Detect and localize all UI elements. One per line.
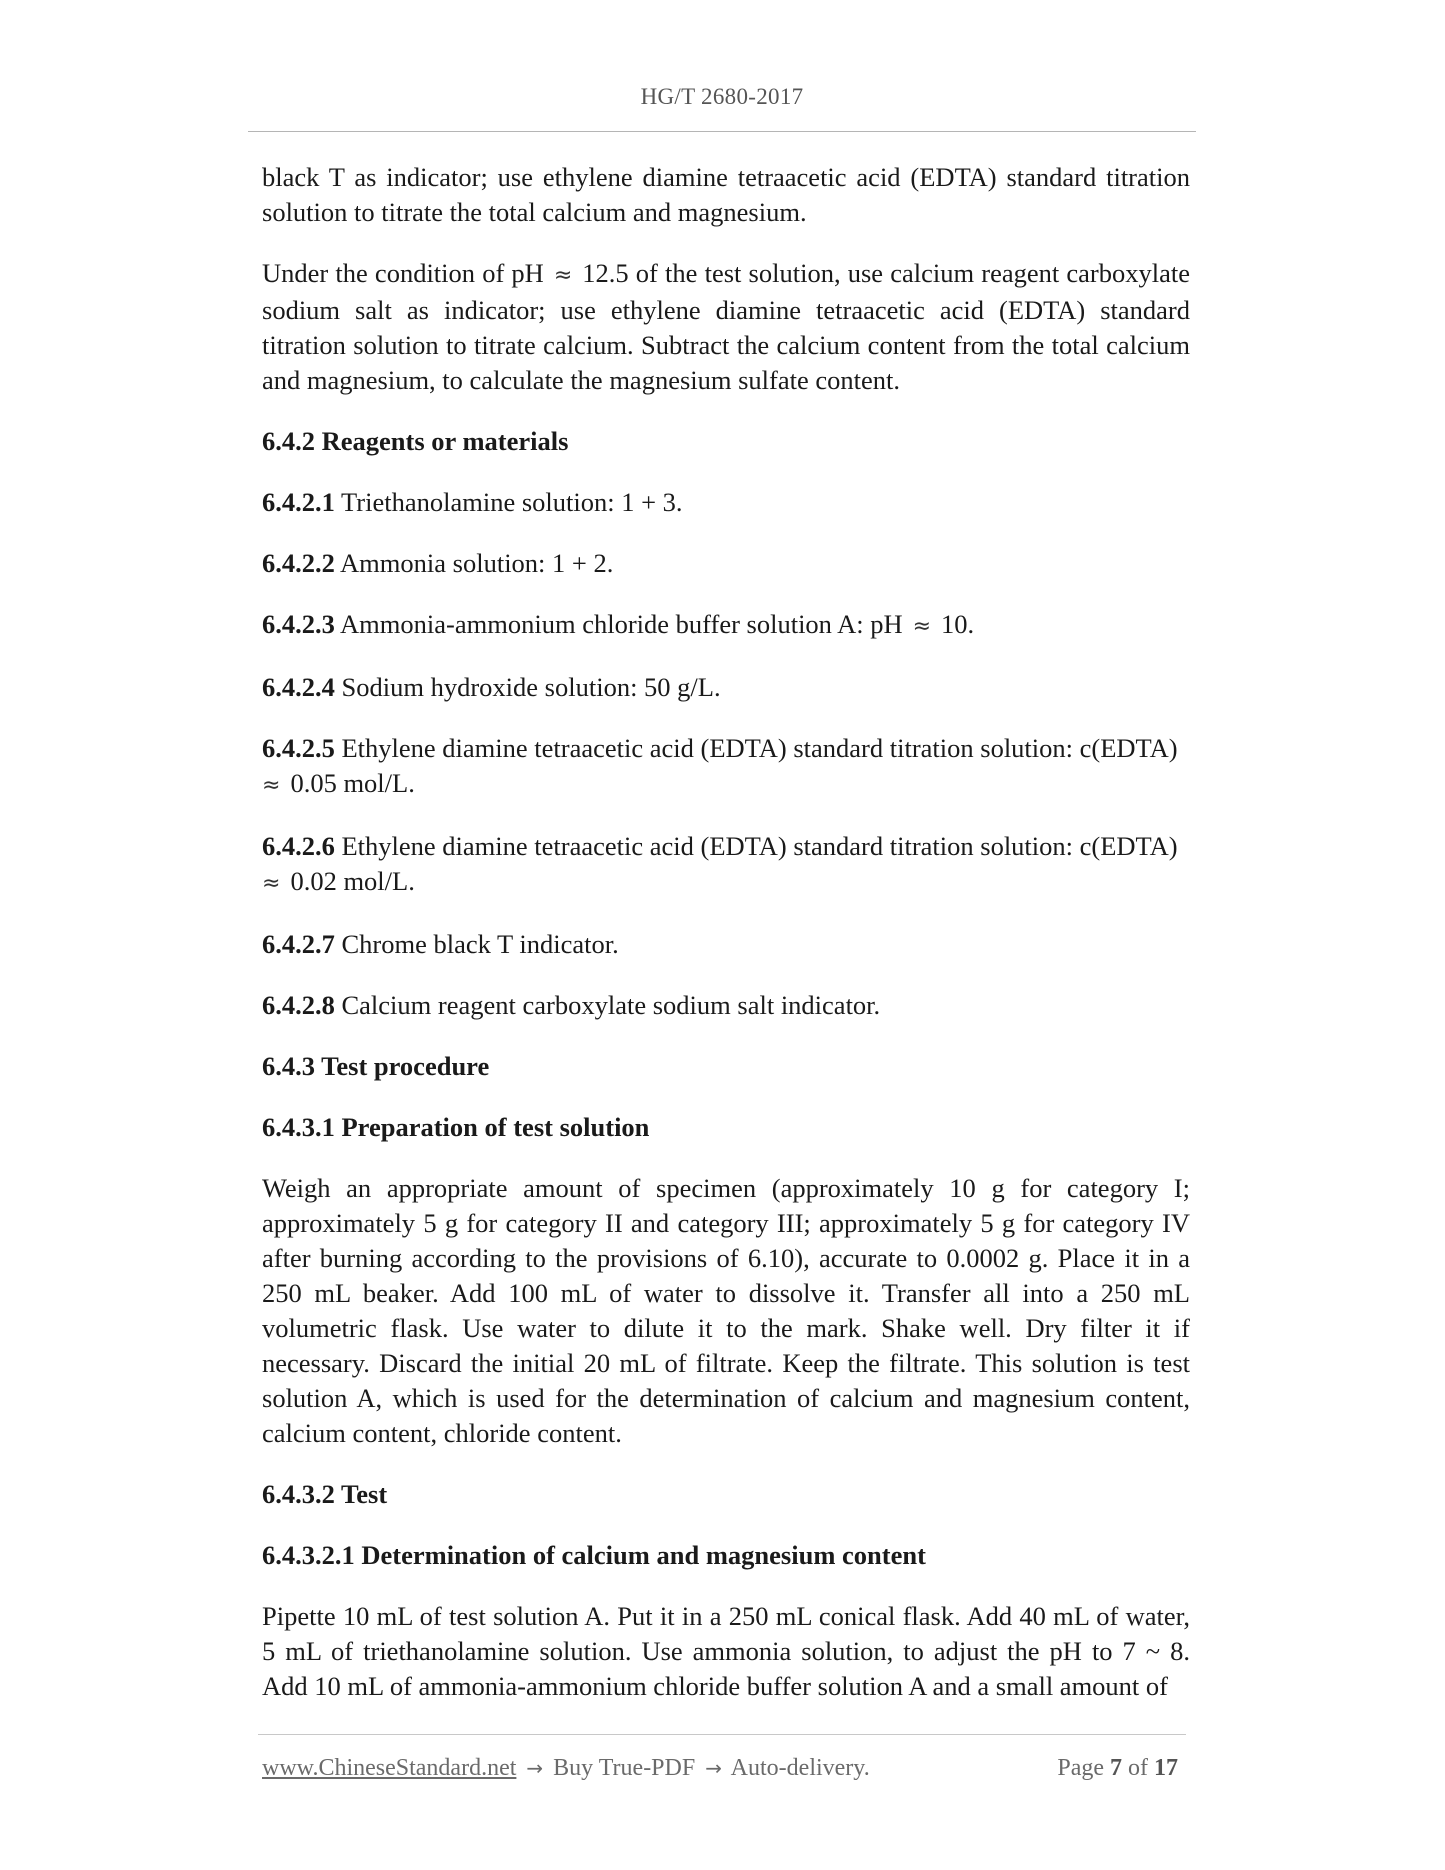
paragraph-continued: black T as indicator; use ethylene diamine tetraacetic acid (EDTA) standard titration solution to titrate the total calcium and magnesium. xyxy=(262,162,1190,227)
arrow-right-icon: → xyxy=(526,1756,544,1780)
page-label: Page xyxy=(1057,1755,1104,1781)
reagent-item-6-4-2-4: 6.4.2.4 Sodium hydroxide solution: 50 g/L. xyxy=(262,672,721,702)
page-of-label: of xyxy=(1128,1755,1148,1781)
section-heading-6-4-3: 6.4.3 Test procedure xyxy=(262,1051,490,1081)
approx-icon: ≈ xyxy=(553,263,573,288)
reagent-item-6-4-2-5: 6.4.2.5 Ethylene diamine tetraacetic acid (EDTA) standard titration solution: c(EDTA) ≈ 0.05 mol/L. xyxy=(262,731,1190,803)
section-heading-6-4-3-1: 6.4.3.1 Preparation of test solution xyxy=(262,1112,650,1142)
document-body xyxy=(262,160,1190,1730)
approx-icon: ≈ xyxy=(262,871,281,896)
approx-icon: ≈ xyxy=(262,773,281,798)
reagent-item-6-4-2-7: 6.4.2.7 Chrome black T indicator. xyxy=(262,929,619,959)
footer-divider xyxy=(258,1734,1186,1735)
approx-icon: ≈ xyxy=(912,614,932,639)
paragraph-calcium-magnesium-determination: Pipette 10 mL of test solution A. Put it in a 250 mL conical flask. Add 40 mL of water, 5 mL of triethanolamine solution. Use ammonia solution, to adjust the pH to 7 ~ 8. Add 10 mL of ammonia-ammonium chloride buffer solution A and a small amount of xyxy=(262,1601,1190,1701)
reagent-item-6-4-2-1: 6.4.2.1 Triethanolamine solution: 1 + 3. xyxy=(262,487,683,517)
document-code: HG/T 2680-2017 xyxy=(640,84,804,109)
reagent-item-6-4-2-8: 6.4.2.8 Calcium reagent carboxylate sodium salt indicator. xyxy=(262,990,881,1020)
footer-links xyxy=(262,1755,870,1782)
page-total: 17 xyxy=(1154,1755,1178,1781)
section-heading-6-4-3-2: 6.4.3.2 Test xyxy=(262,1479,388,1509)
reagent-item-6-4-2-3: 6.4.2.3 Ammonia-ammonium chloride buffer solution A: pH ≈ 10. xyxy=(262,607,1190,644)
header-divider xyxy=(248,131,1196,132)
section-heading-6-4-2: 6.4.2 Reagents or materials xyxy=(262,426,569,456)
auto-delivery-text: Auto-delivery. xyxy=(730,1755,870,1781)
page-current: 7 xyxy=(1110,1755,1122,1781)
section-heading-6-4-3-2-1: 6.4.3.2.1 Determination of calcium and magnesium content xyxy=(262,1540,926,1570)
arrow-right-icon: → xyxy=(705,1756,722,1780)
site-link[interactable]: www.ChineseStandard.net xyxy=(262,1755,517,1781)
buy-pdf-text: Buy True-PDF xyxy=(553,1755,696,1781)
paragraph-calcium-condition: Under the condition of pH ≈ 12.5 of the test solution, use calcium reagent carboxylate sodium salt as indicator; use ethylene diamine tetraacetic acid (EDTA) standard titration solution to titrate calcium. Subtract the calcium content from the total calcium and magnesium, to calculate the magnesium sulfate content. xyxy=(262,258,1190,395)
page-number xyxy=(1057,1755,1178,1782)
paragraph-test-solution-preparation: Weigh an appropriate amount of specimen (approximately 10 g for category I; approximately 5 g for category II and category III; approximately 5 g for category IV after burning according to the provisions of 6.10), accurate to 0.0002 g. Place it in a 250 mL beaker. Add 100 mL of water to dissolve it. Transfer all into a 250 mL volumetric flask. Use water to dilute it to the mark. Shake well. Dry filter it if necessary. Discard the initial 20 mL of filtrate. Keep the filtrate. This solution is test solution A, which is used for the determination of calcium and magnesium content, calcium content, chloride content. xyxy=(262,1173,1190,1448)
page-header xyxy=(248,84,1196,110)
reagent-item-6-4-2-6: 6.4.2.6 Ethylene diamine tetraacetic acid (EDTA) standard titration solution: c(EDTA) ≈ 0.02 mol/L. xyxy=(262,829,1190,901)
reagent-item-6-4-2-2: 6.4.2.2 Ammonia solution: 1 + 2. xyxy=(262,548,614,578)
